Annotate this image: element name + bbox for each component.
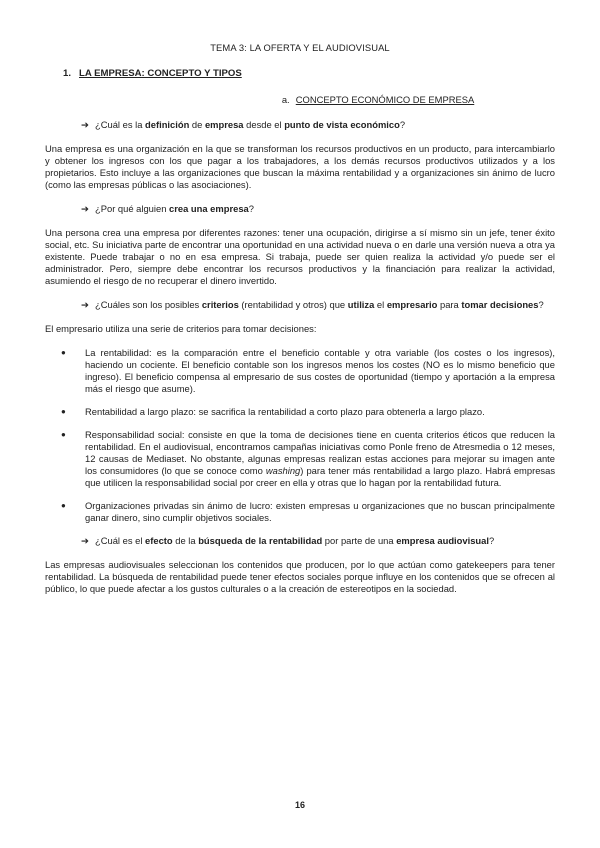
- bullet-icon: ●: [61, 348, 66, 357]
- list-item-text: La rentabilidad: es la comparación entre el beneficio contable y otra variable (los costes o los ingresos), haciendo un cociente. El beneficio contable son los ingresos menos los costes (NO es lo mismo beneficio que ingreso). El beneficio compensa al empresario de sus costes de oportunidad (tiempo y aportación a la empresa más el riesgo que asume).: [85, 347, 555, 394]
- page-header: TEMA 3: LA OFERTA Y EL AUDIOVISUAL: [210, 42, 390, 53]
- list-item-text: Responsabilidad social: consiste en que la toma de decisiones tiene en cuenta criterios éticos que reducen la rentabilidad. En el audiovisual, encontramos campañas iniciativas como Ponle freno de Atresmedia o 12 meses, 12 causas de Mediaset. No obstante, algunas empresas realizan estas acciones para mejorar su imagen ante los consumidores (lo que se conoce como washing) para tener más rentabilidad a largo plazo. Habrá empresas que utilicen la responsabilidad social por creer en ella y otras que lo hagan por la rentabilidad futura.: [85, 429, 556, 488]
- paragraph-profitability-effect: Las empresas audiovisuales seleccionan los contenidos que producen, por lo que actúan como gatekeepers para tener rentabilidad. La búsqueda de rentabilidad puede tener efectos sociales porque influye en los contenidos que se ofrecen al público, lo que puede afectar a los gustos culturales o a la creación de estereotipos en la sociedad.: [45, 559, 555, 594]
- paragraph-criteria-intro: El empresario utiliza una serie de criterios para tomar decisiones:: [45, 323, 317, 334]
- arrow-icon: ➔: [81, 119, 89, 130]
- section-title: LA EMPRESA: CONCEPTO Y TIPOS: [79, 68, 242, 79]
- list-item: [61, 406, 555, 418]
- criteria-list: [45, 347, 555, 524]
- question-text: ¿Cuál es la definición de empresa desde el punto de vista económico?: [95, 119, 406, 130]
- question-text: ¿Por qué alguien crea una empresa?: [95, 203, 254, 214]
- arrow-icon: ➔: [81, 203, 89, 214]
- arrow-icon: ➔: [81, 535, 89, 546]
- subsection-title: CONCEPTO ECONÓMICO DE EMPRESA: [295, 94, 475, 105]
- subsection-letter: a.: [281, 94, 290, 105]
- bullet-icon: ●: [61, 407, 66, 416]
- section-number: 1.: [63, 68, 72, 79]
- list-item: [61, 347, 555, 395]
- paragraph-definition: Una empresa es una organización en la que se transforman los recursos productivos en un producto, para intercambiarlo y obtener los ingresos con los que pagar a los trabajadores, a los demás recursos productivos utilizados y a los propietarios. Esto incluye a las organizaciones que buscan la máxima rentabilidad y a organizaciones sin ánimo de lucro (como las empresas públicas o las asociaciones).: [45, 143, 555, 190]
- section-heading: [63, 68, 555, 80]
- question-criteria: [81, 299, 555, 311]
- question-definition: [81, 119, 555, 131]
- question-text: ¿Cuál es el efecto de la búsqueda de la rentabilidad por parte de una empresa audiovisual?: [95, 535, 495, 546]
- list-item: [61, 500, 555, 524]
- paragraph-create-company: Una persona crea una empresa por diferentes razones: tener una ocupación, dirigirse a sí mismo sin un jefe, tener éxito social, etc. Su iniciativa parte de encontrar una oportunidad en una actividad nueva o en darle una versión nueva a otra ya existente. Puede trabajar o no en esa empresa. Si trabaja, puede ser quien realiza la actividad y/o puede ser el administrador. Pero, siempre debe encontrar los recursos productivos y la financiación para realizar la actividad, asumiendo el riesgo de no recuperar el dinero invertido.: [45, 227, 555, 286]
- list-item: [61, 429, 555, 489]
- list-item-text: Organizaciones privadas sin ánimo de lucro: existen empresas u organizaciones que no buscan principalmente ganar dinero, sino cumplir objetivos sociales.: [85, 500, 555, 523]
- bullet-icon: ●: [61, 430, 66, 439]
- question-profitability-effect: [81, 535, 555, 547]
- question-text: ¿Cuáles son los posibles criterios (rentabilidad y otros) que utiliza el empresario para tomar decisiones?: [95, 299, 544, 310]
- bullet-icon: ●: [61, 501, 66, 510]
- page-number: 16: [294, 800, 305, 810]
- question-create-company: [81, 203, 555, 215]
- list-item-text: Rentabilidad a largo plazo: se sacrifica la rentabilidad a corto plazo para obtenerla a largo plazo.: [85, 406, 485, 417]
- arrow-icon: ➔: [81, 299, 89, 310]
- subsection-heading: [45, 94, 555, 106]
